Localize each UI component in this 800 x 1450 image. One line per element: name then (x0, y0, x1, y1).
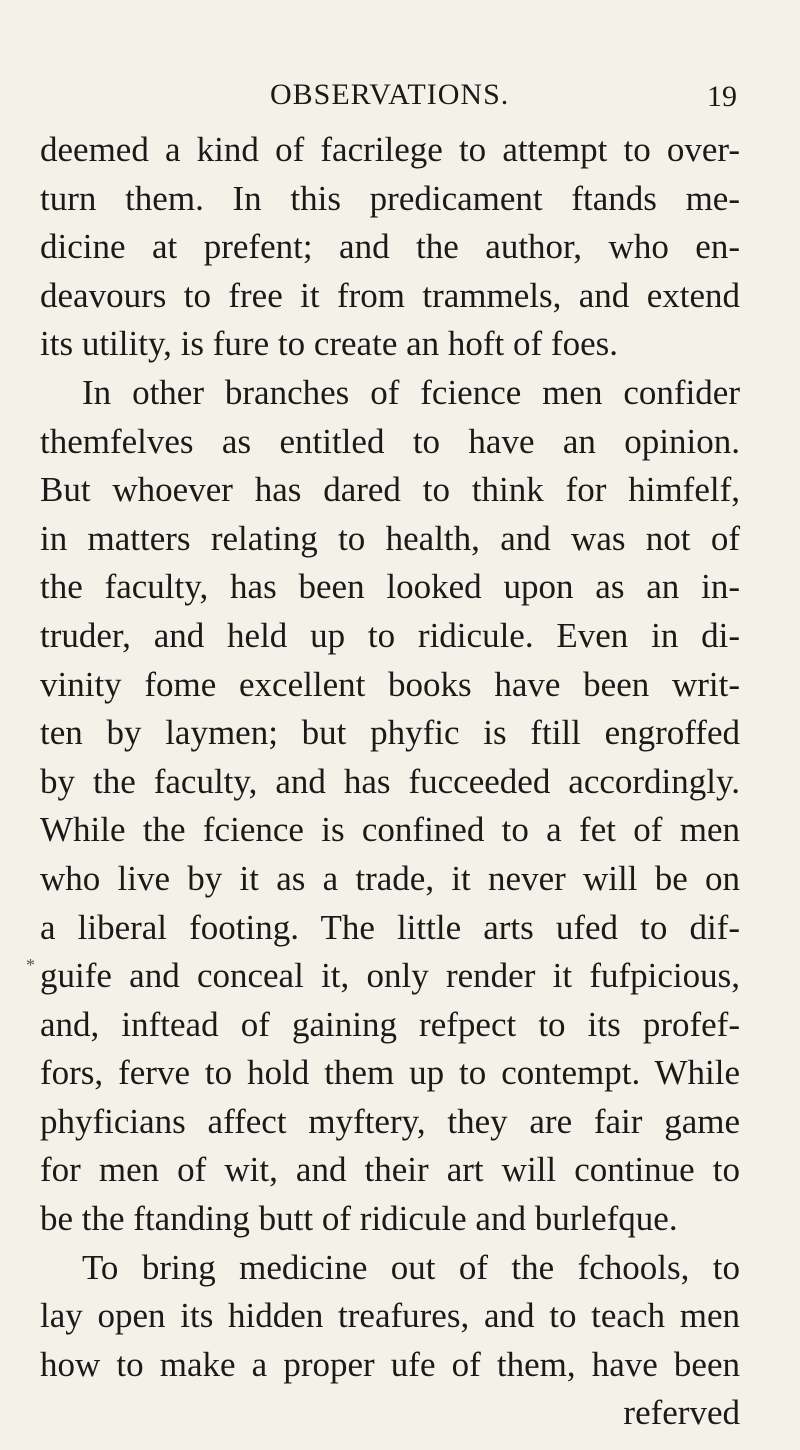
text-line: by the faculty, and has fucceeded accordingly. (40, 761, 740, 801)
text-line: truder, and held up to ridicule. Even in di- (40, 615, 740, 655)
text-line: But whoever has dared to think for himfelf, (40, 470, 740, 510)
text-line: turn them. In this predicament ftands me- (40, 178, 740, 218)
text-line: in matters relating to health, and was not of (40, 518, 740, 558)
margin-mark: * (26, 955, 35, 975)
text-line: dicine at prefent; and the author, who en- (40, 227, 740, 267)
text-line: fors, ferve to hold them up to contempt. While (40, 1053, 740, 1093)
text-line: guife and conceal it, only render it fufpicious, (40, 956, 740, 996)
text-line: a liberal footing. The little arts ufed to dif- (40, 907, 740, 947)
catchword: referved (623, 1393, 740, 1433)
text-line: To bring medicine out of the fchools, to (82, 1247, 740, 1287)
text-line: While the fcience is confined to a fet of men (40, 810, 740, 850)
text-line: who live by it as a trade, it never will be on (40, 858, 740, 898)
text-line: In other branches of fcience men confider (82, 372, 740, 412)
text-line: the faculty, has been looked upon as an in- (40, 567, 740, 607)
text-line: ten by laymen; but phyfic is ftill engroffed (40, 713, 740, 753)
text-line: themfelves as entitled to have an opinion. (40, 421, 740, 461)
text-line: phyficians affect myftery, they are fair game (40, 1101, 740, 1141)
text-line: lay open its hidden treafures, and to teach men (40, 1296, 740, 1336)
text-line: deavours to free it from trammels, and extend (40, 275, 740, 315)
text-line: deemed a kind of facrilege to attempt to over- (40, 130, 740, 169)
page-number: 19 (707, 80, 737, 113)
text-line: its utility, is fure to create an hoft of foes. (40, 324, 618, 364)
body-text (40, 126, 740, 1438)
text-line: how to make a proper ufe of them, have been (40, 1344, 740, 1384)
text-line: be the ftanding butt of ridicule and burlefque. (40, 1199, 678, 1239)
running-head: OBSERVATIONS. (270, 78, 510, 111)
text-line: vinity fome excellent books have been writ- (40, 664, 740, 704)
text-line: and, inftead of gaining refpect to its profef- (40, 1004, 740, 1044)
text-line: for men of wit, and their art will continue to (40, 1150, 740, 1190)
